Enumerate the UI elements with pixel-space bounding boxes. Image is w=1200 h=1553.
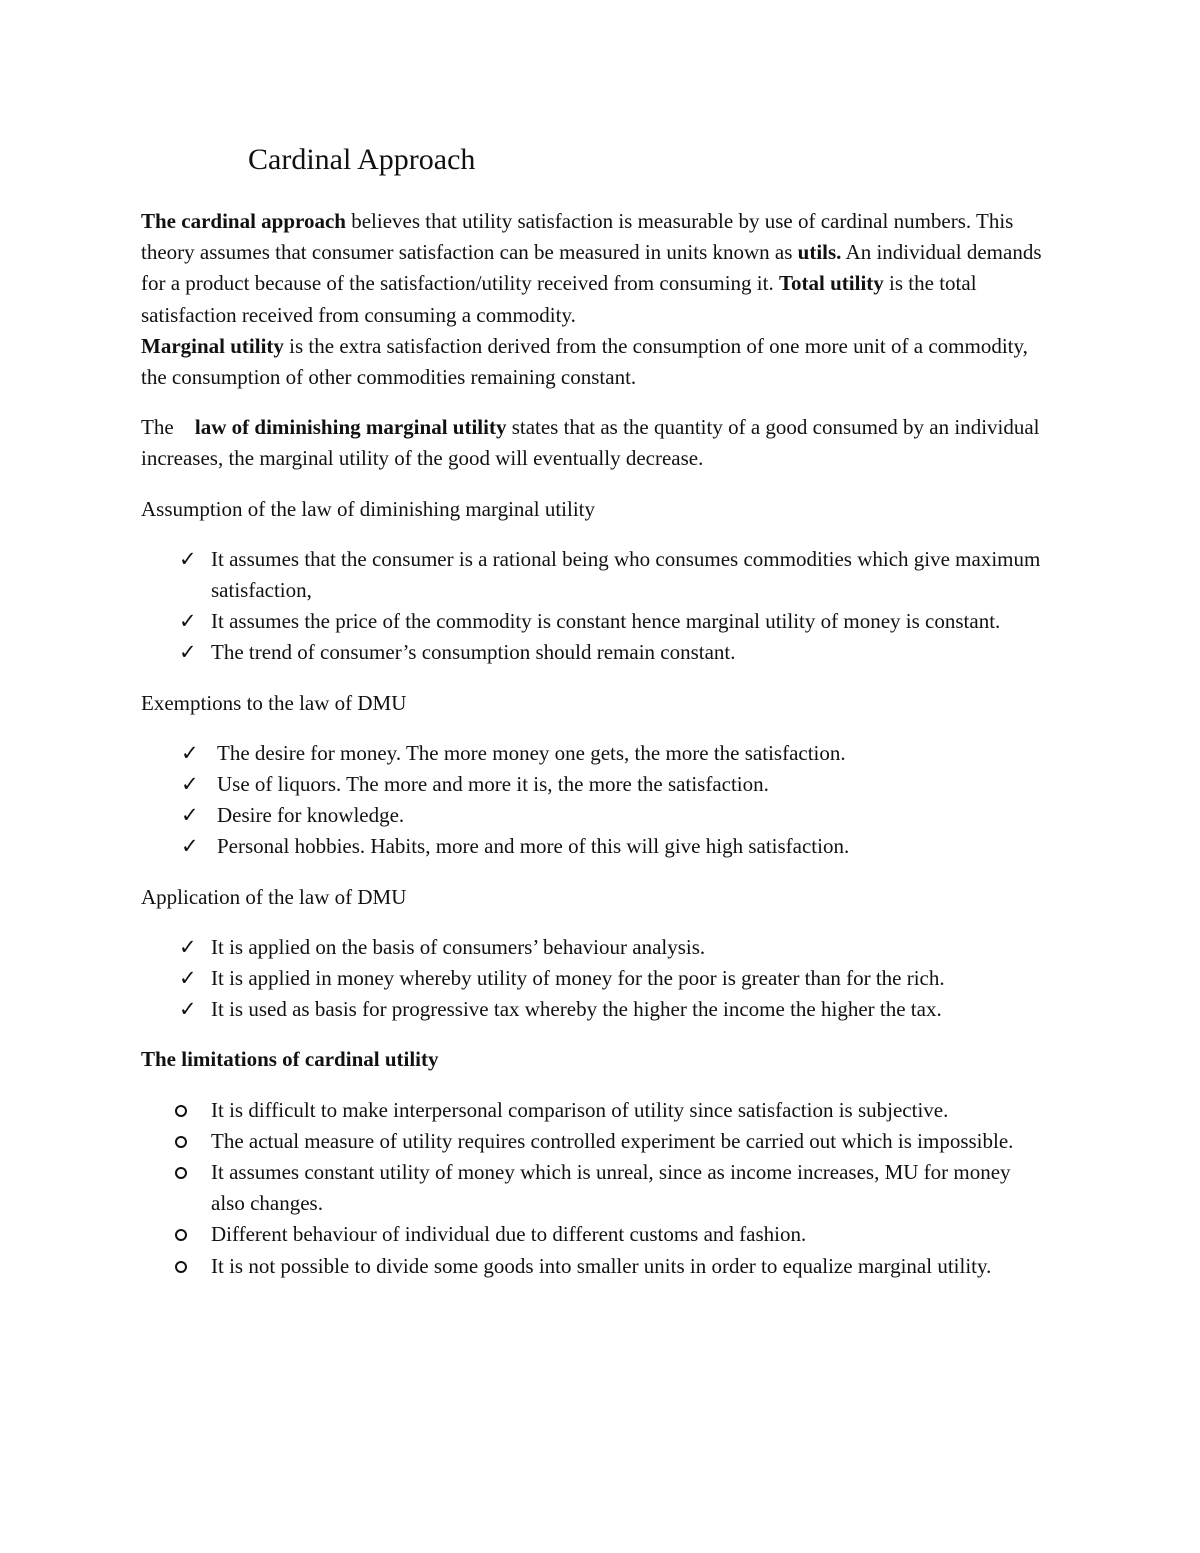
intro-text-3: is the total satisfaction received from consuming a commodity. <box>141 271 977 327</box>
list-item <box>141 994 1046 1025</box>
exemptions-heading: Exemptions to the law of DMU <box>141 690 407 715</box>
list-item-text: Different behaviour of individual due to different customs and fashion. <box>211 1222 807 1247</box>
law-term: law of diminishing marginal utility <box>194 415 507 440</box>
list-item-text: It assumes the price of the commodity is constant hence marginal utility of money is constant. <box>211 609 1001 634</box>
checkmark-icon: ✓ <box>179 934 197 959</box>
intro-text-1: believes that utility satisfaction is measurable by use of cardinal numbers. This theory assumes that consumer satisfaction can be measured in units known as <box>141 209 1014 265</box>
list-item <box>141 1157 1046 1219</box>
circle-bullet-icon <box>175 1261 187 1273</box>
checkmark-icon: ✓ <box>181 740 199 765</box>
list-item <box>141 606 1046 637</box>
applications-heading: Application of the law of DMU <box>141 884 407 909</box>
list-item-text: The trend of consumer’s consumption should remain constant. <box>211 640 736 665</box>
list-item <box>141 1126 1046 1157</box>
checkmark-icon: ✓ <box>179 966 197 991</box>
checkmark-icon: ✓ <box>181 834 199 859</box>
list-item <box>141 1095 1046 1126</box>
total-utility-term: Total utility <box>778 271 884 296</box>
circle-bullet-icon <box>175 1136 187 1148</box>
list-item-text: It is not possible to divide some goods into smaller units in order to equalize marginal utility. <box>211 1253 992 1278</box>
list-item-text: The desire for money. The more money one gets, the more the satisfaction. <box>217 740 846 765</box>
applications-list <box>141 932 1046 1026</box>
limitations-heading <box>141 1044 1046 1075</box>
list-item <box>141 831 1046 862</box>
document-page <box>141 140 1046 1301</box>
circle-bullet-icon <box>175 1167 187 1179</box>
marginal-utility-term: Marginal utility <box>141 333 284 358</box>
list-item-text: The actual measure of utility requires controlled experiment be carried out which is impossible. <box>211 1128 1014 1153</box>
law-paragraph <box>141 412 1046 474</box>
intro-text-2: An individual demands for a product because of the satisfaction/utility received from consuming it. <box>141 240 1042 296</box>
utils-term: utils. <box>797 240 842 265</box>
checkmark-icon: ✓ <box>181 803 199 828</box>
list-item <box>141 637 1046 668</box>
limitations-list <box>141 1095 1046 1282</box>
page-title: Cardinal Approach <box>248 143 476 176</box>
checkmark-icon: ✓ <box>179 640 197 665</box>
cardinal-approach-term: The cardinal approach <box>141 209 346 233</box>
limitations-heading-text: The limitations of cardinal utility <box>141 1047 439 1072</box>
law-lead: The <box>141 415 174 440</box>
list-item-text: It is used as basis for progressive tax whereby the higher the income the higher the tax. <box>211 997 942 1022</box>
list-item-text: Personal hobbies. Habits, more and more of this will give high satisfaction. <box>217 834 850 859</box>
assumptions-list <box>141 544 1046 669</box>
list-item <box>141 963 1046 994</box>
list-item <box>141 1219 1046 1250</box>
list-item-text: It is applied in money whereby utility of money for the poor is greater than for the rich. <box>211 966 945 991</box>
exemptions-list <box>141 738 1046 863</box>
law-text: states that as the quantity of a good consumed by an individual increases, the marginal utility of the good will eventually decrease. <box>141 415 1040 471</box>
list-item-text: It assumes that the consumer is a rational being who consumes commodities which give maximum satisfaction, <box>211 546 1041 603</box>
list-item <box>141 800 1046 831</box>
list-item-text: It assumes constant utility of money which is unreal, since as income increases, MU for money also changes. <box>211 1160 1011 1216</box>
list-item <box>141 932 1046 963</box>
checkmark-icon: ✓ <box>181 772 199 797</box>
intro-text-4: is the extra satisfaction derived from the consumption of one more unit of a commodity, the consumption of other commodities remaining constant. <box>141 333 1028 390</box>
list-item-text: It is difficult to make interpersonal comparison of utility since satisfaction is subjective. <box>211 1097 949 1122</box>
circle-bullet-icon <box>175 1229 187 1241</box>
checkmark-icon: ✓ <box>179 546 197 571</box>
checkmark-icon: ✓ <box>179 609 197 634</box>
list-item <box>141 738 1046 769</box>
list-item-text: It is applied on the basis of consumers’ behaviour analysis. <box>211 934 706 959</box>
list-item <box>141 544 1046 606</box>
checkmark-icon: ✓ <box>179 997 197 1022</box>
intro-paragraph <box>141 206 1046 393</box>
list-item <box>141 769 1046 800</box>
assumptions-heading: Assumption of the law of diminishing marginal utility <box>141 496 596 521</box>
list-item-text: Desire for knowledge. <box>217 803 405 828</box>
circle-bullet-icon <box>175 1105 187 1117</box>
list-item <box>141 1251 1046 1282</box>
list-item-text: Use of liquors. The more and more it is, the more the satisfaction. <box>217 772 769 797</box>
